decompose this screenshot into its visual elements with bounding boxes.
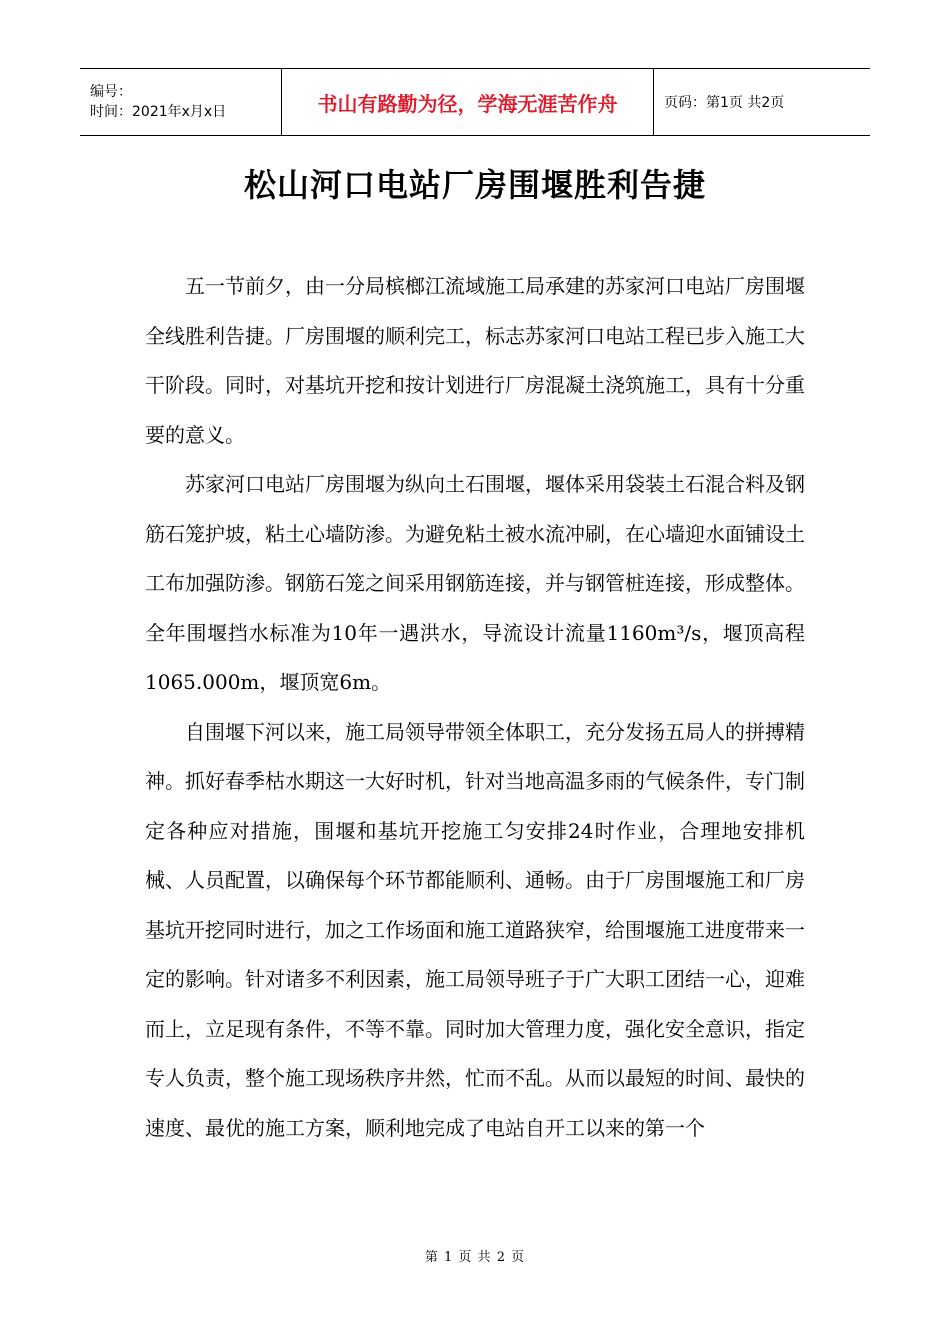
header-left-cell [80, 69, 282, 135]
page-footer: 第 1 页 共 2 页 [424, 1250, 526, 1265]
number-label: 编号： [90, 84, 132, 100]
header-right-cell [654, 69, 870, 135]
article-body [145, 262, 805, 1153]
page-code: 页码：第1页 共2页 [664, 95, 785, 111]
time-label: 时间：2021年x月x日 [90, 104, 227, 120]
page-title: 松山河口电站厂房围堰胜利告捷 [243, 166, 706, 204]
document-header [80, 68, 870, 136]
paragraph-2: 苏家河口电站厂房围堰为纵向土石围堰，堰体采用袋装土石混合料及钢筋石笼护坡，粘土心墙防渗。为避免粘土被水流冲刷，在心墙迎水面铺设土工布加强防渗。钢筋石笼之间采用钢筋连接，并与钢管桩连接，形成整体。全年围堰挡水标准为10年一遇洪水，导流设计流量1160m³/s，堰顶高程1065.000m，堰顶宽6m。 [145, 472, 805, 694]
motto-text: 书山有路勤为径，学海无涯苦作舟 [317, 91, 618, 116]
header-motto-cell [282, 69, 654, 135]
paragraph-1: 五一节前夕，由一分局槟榔江流域施工局承建的苏家河口电站厂房围堰全线胜利告捷。厂房围堰的顺利完工，标志苏家河口电站工程已步入施工大干阶段。同时，对基坑开挖和按计划进行厂房混凝土浇筑施工，具有十分重要的意义。 [145, 274, 805, 447]
paragraph-3: 自围堰下河以来，施工局领导带领全体职工，充分发扬五局人的拼搏精神。抓好春季枯水期这一大好时机，针对当地高温多雨的气候条件，专门制定各种应对措施，围堰和基坑开挖施工匀安排24时作业，合理地安排机械、人员配置，以确保每个环节都能顺利、通畅。由于厂房围堰施工和厂房基坑开挖同时进行，加之工作场面和施工道路狭窄，给围堰施工进度带来一定的影响。针对诸多不利因素，施工局领导班子于广大职工团结一心，迎难而上，立足现有条件，不等不靠。同时加大管理力度，强化安全意识，指定专人负责，整个施工现场秩序井然，忙而不乱。从而以最短的时间、最快的速度、最优的施工方案，顺利地完成了电站自开工以来的第一个 [145, 719, 805, 1140]
